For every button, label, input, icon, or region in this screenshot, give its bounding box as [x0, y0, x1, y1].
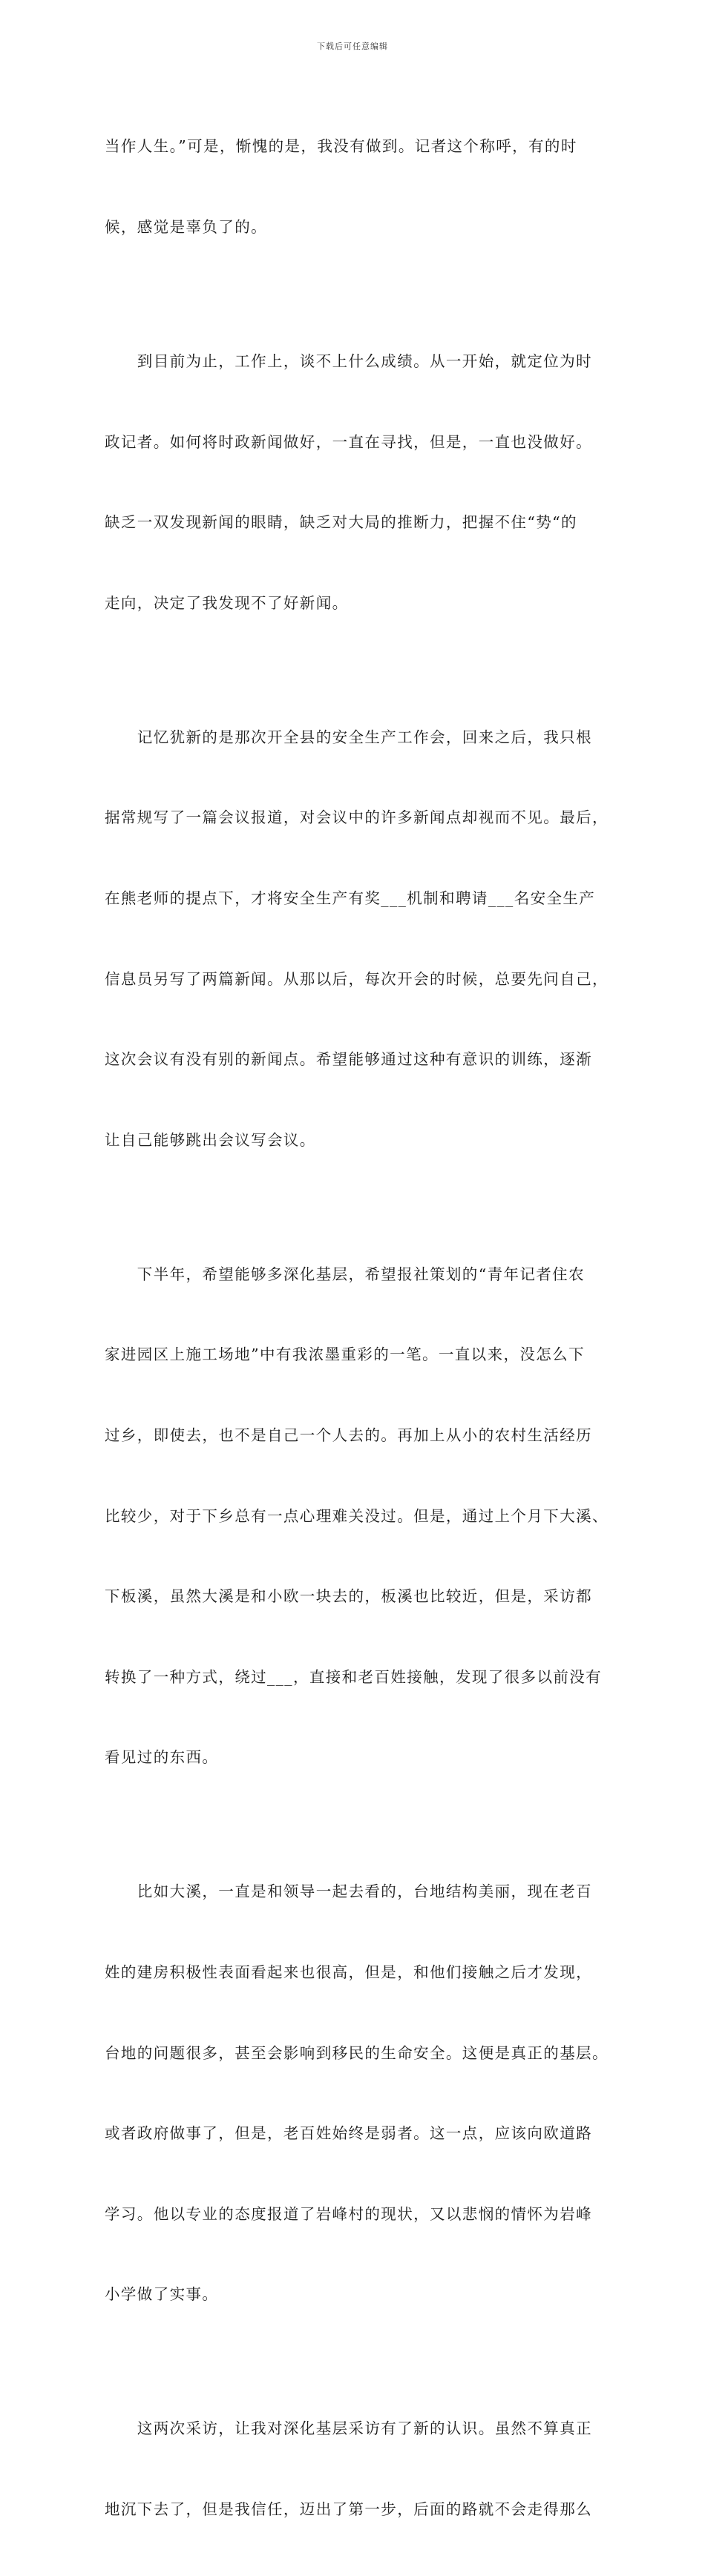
text-line: 比如大溪，一直是和领导一起去看的，台地结构美丽，现在老百	[105, 1882, 592, 1901]
text-line: 缺乏一双发现新闻的眼睛，缺乏对大局的推断力，把握不住“势“的	[105, 513, 577, 532]
text-line: 据常规写了一篇会议报道，对会议中的许多新闻点却视而不见。最后，	[105, 808, 609, 827]
text-line: 下板溪，虽然大溪是和小欧一块去的，板溪也比较近，但是，采访都	[105, 1587, 592, 1606]
text-line: 或者政府做事了，但是，老百姓始终是弱者。这一点，应该向欧道路	[105, 2124, 592, 2143]
paragraph	[105, 2362, 602, 2576]
text-line: 这两次采访，让我对深化基层采访有了新的认识。虽然不算真正	[105, 2419, 592, 2438]
text-line: 看见过的东西。	[105, 1748, 219, 1767]
text-line: 走向，决定了我发现不了好新闻。	[105, 593, 349, 612]
text-line: 小学做了实事。	[105, 2285, 219, 2304]
paragraph	[105, 1207, 609, 1825]
text-line: 姓的建房积极性表面看起来也很高，但是，和他们接触之后才发现，	[105, 1963, 592, 1981]
text-line: 家进园区上施工场地”中有我浓墨重彩的一笔。一直以来，没怎么下	[105, 1345, 585, 1364]
text-line: 比较少，对于下乡总有一点心理难关没过。但是，通过上个月下大溪、	[105, 1506, 609, 1525]
text-line: 到目前为止，工作上，谈不上什么成绩。从一开始，就定位为时	[105, 352, 592, 370]
text-line: 记忆犹新的是那次开全县的安全生产工作会，回来之后，我只根	[105, 728, 592, 746]
paragraph	[105, 294, 602, 671]
paragraph	[105, 670, 609, 1207]
page-header: 下载后可任意编辑	[317, 42, 388, 51]
text-line: 台地的问题很多，甚至会影响到移民的生命安全。这便是真正的基层。	[105, 2043, 609, 2062]
text-line: 当作人生。”可是，惭愧的是，我没有做到。记者这个称呼，有的时	[105, 137, 577, 156]
text-line: 过乡，即使去，也不是自己一个人去的。再加上从小的农村生活经历	[105, 1426, 592, 1444]
paragraph	[105, 79, 602, 294]
text-line: 政记者。如何将时政新闻做好，一直在寻找，但是，一直也没做好。	[105, 432, 592, 451]
text-line: 学习。他以专业的态度报道了岩峰村的现状，又以悲悯的情怀为岩峰	[105, 2204, 592, 2223]
text-line: 下半年，希望能够多深化基层，希望报社策划的“青年记者住农	[105, 1265, 585, 1283]
body-text	[105, 79, 609, 2576]
text-line: 信息员另写了两篇新闻。从那以后，每次开会的时候，总要先问自己，	[105, 969, 609, 988]
text-line: 转换了一种方式，绕过___，直接和老百姓接触，发现了很多以前没有	[105, 1667, 603, 1686]
paragraph	[105, 1825, 609, 2362]
text-line: 这次会议有没有别的新闻点。希望能够通过这种有意识的训练，逐渐	[105, 1050, 592, 1069]
text-line: 候，感觉是辜负了的。	[105, 218, 267, 236]
text-line: 地沉下去了，但是我信任，迈出了第一步，后面的路就不会走得那么	[105, 2500, 592, 2518]
text-line: 在熊老师的提点下，才将安全生产有奖___机制和聘请___名安全生产	[105, 889, 596, 907]
text-line: 让自己能够跳出会议写会议。	[105, 1130, 316, 1149]
